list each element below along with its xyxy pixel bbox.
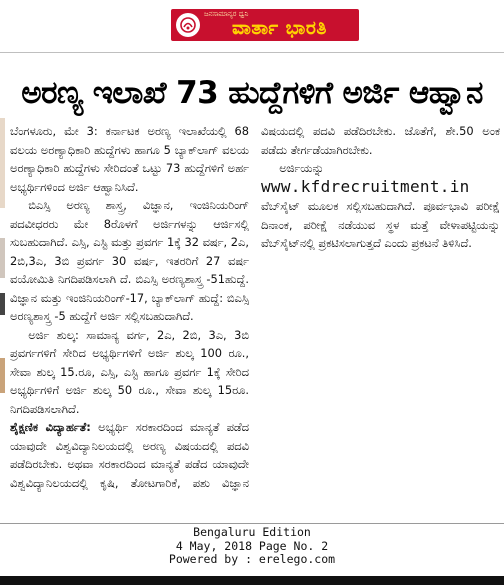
article-headline	[0, 68, 504, 118]
newspaper-logo[interactable]	[171, 9, 359, 41]
masthead-divider	[0, 52, 504, 53]
logo-name: ವಾರ್ತಾ ಭಾರತಿ	[232, 17, 327, 39]
article-body	[10, 122, 500, 520]
adjacent-clipping-strip	[0, 118, 7, 523]
bottom-bar	[0, 576, 504, 585]
apply-website-link[interactable]: www.kfdrecruitment.in	[261, 176, 470, 196]
apply-text-after: ವೆಬ್‌ಸೈಟ್ ಮೂಲಕ ಸಲ್ಲಿಸಬಹುದಾಗಿದೆ. ಪೂರ್ವಭಾವಿ ಪರೀಕ್ಷೆ ದಿನಾಂಕ, ಪರೀಕ್ಷೆ ನಡೆಯುವ ಸ್ಥಳ ಮತ್ತೆ ವೇಳಾಪಟ್ಟಿಯನ್ನು ವೆಬ್‌ಸೈಟ್‌ನಲ್ಲಿ ಪ್ರಕಟಿಸಲಾಗುತ್ತದೆ ಎಂದು ಪ್ರಕಟನೆ ತಿಳಿಸಿದೆ.	[261, 199, 500, 250]
masthead	[0, 0, 504, 52]
headline-text: ಅರಣ್ಯ ಇಲಾಖೆ 73 ಹುದ್ದೆಗಳಿಗೆ ಅರ್ಜಿ ಆಹ್ವಾನ	[21, 74, 483, 111]
edition-date-page: 4 May, 2018 Page No. 2	[175, 538, 329, 553]
logo-text	[200, 9, 359, 41]
article-paragraph-apply	[261, 159, 500, 253]
powered-by[interactable]: Powered by : erelego.com	[168, 552, 336, 566]
article-paragraph: ಅರ್ಜಿ ಶುಲ್ಕ: ಸಾಮಾನ್ಯ ವರ್ಗ, 2ಎ, 2ಬಿ, 3ಎ, 3ಬಿ ಪ್ರವರ್ಗಗಳಿಗೆ ಸೇರಿದ ಅಭ್ಯರ್ಥಿಗಳಿಗೆ ಅರ್ಜಿ ಶುಲ್ಕ 100 ರೂ., ಸೇವಾ ಶುಲ್ಕ 15.ರೂ, ಎಸ್ಸಿ, ಎಸ್ಟಿ ಹಾಗೂ ಪ್ರವರ್ಗ 1ಕ್ಕೆ ಸೇರಿದ ಅಭ್ಯರ್ಥಿಗಳಿಗೆ ಅರ್ಜಿ ಶುಲ್ಕ 50 ರೂ., ಸೇವಾ ಶುಲ್ಕ 15ರೂ. ನಿಗದಿಪಡಿಸಲಾಗಿದೆ.	[10, 327, 249, 416]
footer-divider	[0, 523, 504, 524]
edition-footer	[0, 526, 504, 567]
edition-name: Bengaluru Edition	[193, 525, 311, 539]
qualification-text: ಅಭ್ಯರ್ಥಿ ಸರಕಾರದಿಂದ ಮಾನ್ಯತೆ ಪಡೆದ ಯಾವುದೇ ವಿಶ್ವವಿದ್ಯಾನಿಲಯದಲ್ಲಿ ಅರಣ್ಯ ವಿಷಯದಲ್ಲಿ ಪದವಿ ಪಡೆದಿರಬೇಕು. ಅಥವಾ ಸರಕಾರದಿಂದ ಮಾನ್ಯತೆ ಪಡೆದ ಯಾವುದೇ ವಿಶ್ವವಿದ್ಯಾನಿಲಯದಲ್ಲಿ ಕೃಷಿ, ತೋಟಗಾರಿಕೆ, ಪಶು ವಿಜ್ಞಾನ ವಿಷಯದಲ್ಲಿ ಪದವಿ ಪಡೆದಿರಬೇಕು. ಜೊತೆಗೆ, ಶೇ.50 ಅಂಕ ಪಡೆದು ತೇರ್ಗಡೆಯಾಗಿರಬೇಕು.	[10, 124, 500, 490]
article-paragraph: ಬಿಎಸ್ಸಿ ಅರಣ್ಯ ಶಾಸ್ತ್ರ, ವಿಜ್ಞಾನ, ಇಂಜಿನಿಯರಿಂಗ್ ಪದವೀಧರರು ಮೇ 8ರೊಳಗೆ ಅರ್ಜಿಗಳನ್ನು ಆರ್ಜಿಸಲ್ಲಿ ಸುಬಹುದಾಗಿದೆ. ಎಸ್ಸಿ, ಎಸ್ಟಿ ಮತ್ತು ಪ್ರವರ್ಗ 1ಕ್ಕೆ 32 ವರ್ಷ, 2ಎ, 2ಬಿ,3ಎ, 3ಬಿ ಪ್ರವರ್ಗ 30 ವರ್ಷ, ಇತರರಿಗೆ 27 ವರ್ಷ ವಯೋಮಿತಿ ನಿಗದಿಪಡಿಸಲಾಗಿ ದೆ. ಬಿಎಸ್ಸಿ ಅರಣ್ಯಶಾಸ್ತ್ರ -51ಹುದ್ದೆ. ವಿಜ್ಞಾನ ಮತ್ತು ಇಂಜಿನಿಯರಿಂಗ್-17, ಬ್ಯಾಕ್‌ಲಾಗ್ ಹುದ್ದೆ: ಬಿಎಸ್ಸಿ ಅರಣ್ಯಶಾಸ್ತ್ರ -5 ಹುದ್ದೆಗೆ ಅರ್ಜಿ ಸಲ್ಲಿಸಬಹುದಾಗಿದೆ.	[10, 198, 249, 323]
logo-tagline: ಜನಸಾಮಾನ್ಯರ ಧ್ವನಿ	[204, 10, 249, 18]
apply-text-before: ಅರ್ಜಿಯನ್ನು	[279, 161, 324, 175]
qualification-label: ಶೈಕ್ಷಣಿಕ ವಿದ್ಯಾರ್ಹತೆ:	[10, 420, 91, 434]
article-paragraph: ಬೆಂಗಳೂರು, ಮೇ 3: ಕರ್ನಾಟಕ ಅರಣ್ಯ ಇಲಾಖೆಯಲ್ಲಿ 68 ವಲಯ ಅರಣ್ಯಾಧಿಕಾರಿ ಹುದ್ದೆಗಳು ಹಾಗೂ 5 ಬ್ಯಾಕ್‌ಲಾಗ್ ವಲಯ ಅರಣ್ಯಾಧಿಕಾರಿ ಹುದ್ದೆಗಳು ಸೇರಿದಂತೆ ಒಟ್ಟು 73 ಹುದ್ದೆಗಳಿಗೆ ಅರ್ಹ ಅಭ್ಯರ್ಥಿಗಳಿಂದ ಅರ್ಜಿ ಆಹ್ವಾನಿಸಿದೆ.	[10, 124, 249, 194]
logo-emblem-icon	[176, 13, 200, 37]
